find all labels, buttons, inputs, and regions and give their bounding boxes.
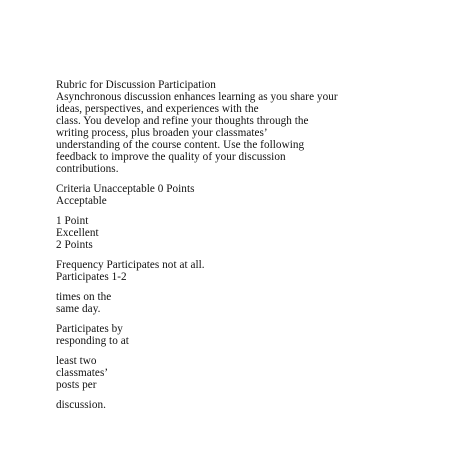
- one-point-label: 1 Point: [56, 215, 89, 227]
- participates-by: Participates by: [56, 323, 123, 335]
- intro-line: understanding of the course content. Use the following: [56, 139, 305, 151]
- acceptable-label: Acceptable: [56, 195, 107, 207]
- intro-line: feedback to improve the quality of your discussion: [56, 151, 286, 163]
- intro-line: writing process, plus broaden your classmates’: [56, 127, 268, 139]
- classmates: classmates’: [56, 367, 109, 379]
- least-two: least two: [56, 355, 97, 367]
- two-points-label: 2 Points: [56, 239, 93, 251]
- excellent-label: Excellent: [56, 227, 99, 239]
- posts-per: posts per: [56, 379, 97, 391]
- times-on-the: times on the: [56, 291, 112, 303]
- intro-line: class. You develop and refine your thoughts through the: [56, 115, 309, 127]
- intro-line: Asynchronous discussion enhances learning as you share your: [56, 91, 338, 103]
- discussion: discussion.: [56, 399, 106, 411]
- same-day: same day.: [56, 303, 101, 315]
- intro-line: ideas, perspectives, and experiences with the: [56, 103, 259, 115]
- responding-to-at: responding to at: [56, 335, 129, 347]
- intro-line: contributions.: [56, 163, 119, 175]
- frequency-row: Frequency Participates not at all.: [56, 259, 205, 271]
- criteria-header: Criteria Unacceptable 0 Points: [56, 183, 195, 195]
- document-title: Rubric for Discussion Participation: [56, 79, 216, 91]
- participates-1-2: Participates 1-2: [56, 271, 127, 283]
